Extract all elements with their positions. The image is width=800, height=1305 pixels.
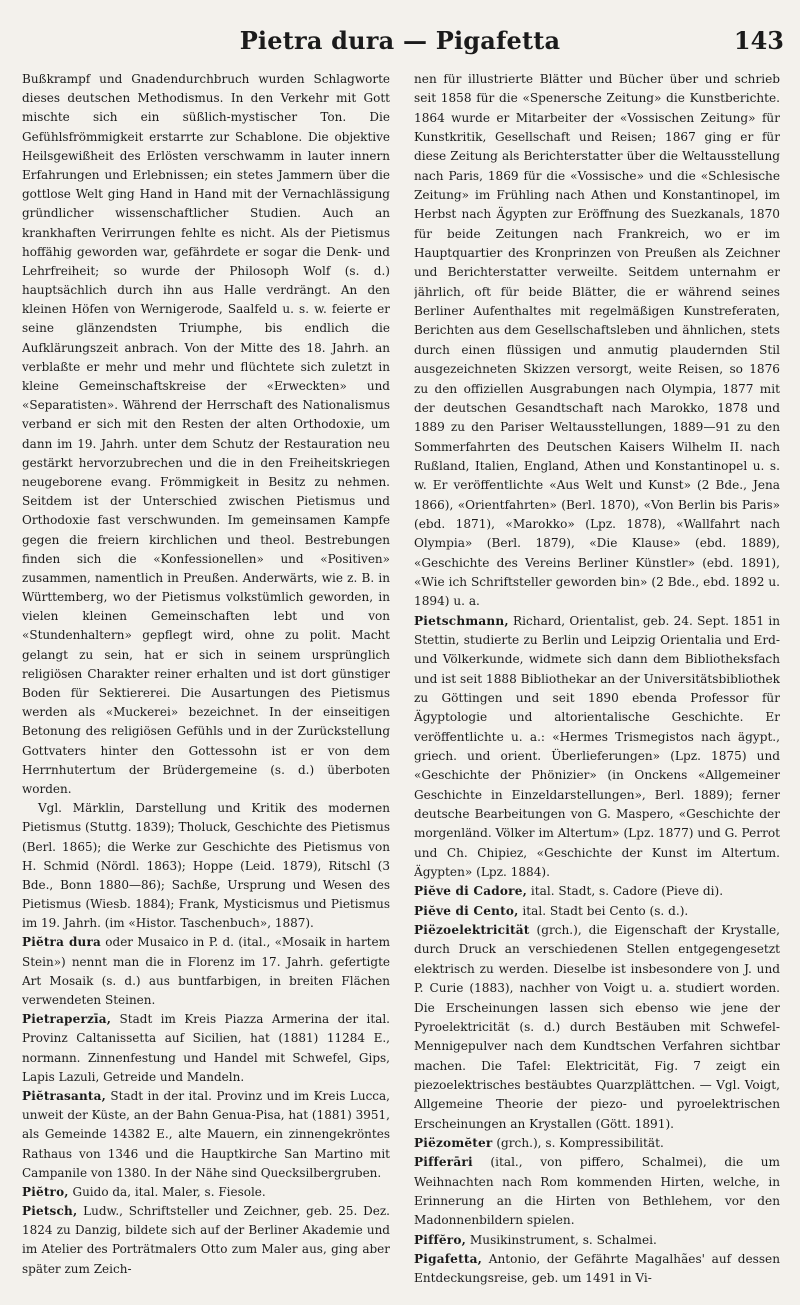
pietsch-continuation: nen für illustrierte Blätter und Bücher über und schrieb seit 1858 für die «Spenersche Zeitung» die Kunstberichte. 1864 wurde er Mitarbeiter der «Vossischen Zeitung» für Kunstkritik, Gesellschaft und Reisen; 1867 ging er für diese Zeitung als Berichterstatter über die Weltausstellung nach Paris, 1869 für die «Vossische» und die «Schlesische Zeitung» im Frühling nach Athen und Konstantinopel, im Herbst nach Ägypten zur Eröffnung des Suezkanals, 1870 für beide Zeitungen nach Frankreich, wo er im Hauptquartier des Kronprinzen von Preußen als Zeichner und Berichterstatter verweilte. Seitdem unternahm er jährlich, oft für beide Blätter, die er während seines Berliner Aufenthaltes mit regelmäßigen Kunstreferaten, Berichten aus dem Gesellschaftsleben und ähnlichen, stets durch einen flüssigen und anmutig plaudernden Stil ausgezeichneten Skizzen versorgt, weite Reisen, so 1876 zu den offiziellen Ausgrabungen nach Olympia, 1877 mit der deutschen Gesandtschaft nach Marokko, 1878 und 1889 zu den Pariser Weltausstellungen, 1889—91 zu den Sommerfahrten des Deutschen Kaisers Wilhelm II. nach Rußland, Italien, England, Athen und Konstantinopel u. s. w. Er veröffentlichte «Aus Welt und Kunst» (2 Bde., Jena 1866), «Orientfahrten» (Berl. 1870), «Von Berlin bis Paris» (ebd. 1871), «Marokko» (Lpz. 1878), «Wallfahrt nach Olympia» (Berl. 1879), «Die Klause» (ebd. 1889), «Geschichte des Vereins Berliner Künstler» (ebd. 1891), «Wie ich Schriftsteller geworden bin» (2 Bde., ebd. 1892 u. 1894) u. a. — [414, 72, 780, 609]
entry-text: ital. Stadt bei Cento (s. d.). — [518, 903, 689, 918]
headword: Pietraperzīa, — [22, 1012, 112, 1027]
entry-text: Ludw., Schriftsteller und Zeichner, geb. 25. Dez. 1824 zu Danzig, bildete sich auf der Berliner Akademie und im Atelier des Porträtmalers Otto zum Maler aus, ging aber später zum Zeich- — [22, 1204, 390, 1276]
left-column — [22, 70, 390, 1297]
headword: Piëzoelektricität — [414, 923, 530, 938]
page-header — [0, 0, 800, 60]
entry-pifferari — [414, 1153, 780, 1230]
entry-pietsch — [22, 1202, 390, 1279]
headword: Pigafetta, — [414, 1251, 483, 1266]
headword: Piĕve di Cento, — [414, 903, 519, 918]
running-title: Pietra dura — Pigafetta — [239, 26, 561, 55]
page-number: 143 — [733, 26, 784, 55]
entry-text: ital. Stadt, s. Cadore (Pieve di). — [527, 884, 724, 899]
entry-text: (grch.), die Eigenschaft der Krystalle, durch Druck an verschiedenen Stellen entgegengesetzt elektrisch zu werden. Dieselbe ist insbesondere von J. und P. Curie (1883), nachher von Voigt u. a. studiert worden. Die Erscheinungen lassen sich ebenso wie jene der Pyroelektricität (s. d.) durch Bestäuben mit Schwefel-Mennigepulver nach dem Kundtschen Verfahren sichtbar machen. Die Tafel: Elektricität, Fig. 7 zeigt ein piezoelektrisches bestäubtes Quarzplättchen. — Vgl. Voigt, Allgemeine Theorie der piezo- und pyroelektrischen Erscheinungen an Krystallen (Gött. 1891). — [414, 923, 780, 1131]
entry-text: Antonio, der Gefährte Magalhães' auf dessen Entdeckungsreise, geb. um 1491 in Vi- — [414, 1251, 780, 1286]
entry-pietro — [22, 1183, 390, 1202]
entry-pietschmann — [414, 612, 780, 883]
headword: Pietschmann, — [414, 613, 509, 628]
entry-text: oder Musaico in P. d. (ital., «Mosaik in hartem Stein») nennt man die in Florenz im 17. Jahrh. gefertigte Art Mosaik (s. d.) aus buntfarbigen, in breiten Flächen verwendeten Steinen. — [22, 935, 390, 1007]
headword: Piĕve di Cadore, — [414, 884, 528, 899]
entry-pietra-dura — [22, 933, 390, 1010]
headword: Piĕtro, — [22, 1184, 69, 1199]
headword: Piĕtra dura — [22, 935, 101, 950]
entry-piffero — [414, 1231, 780, 1250]
entry-text: Guido da, ital. Maler, s. Fiesole. — [68, 1184, 266, 1199]
pietismus-continuation: Bußkrampf und Gnadendurchbruch wurden Schlagworte dieses deutschen Methodismus. In den Verkehr mit Gott mischte sich ein süßlich-mystischer Ton. Die Gefühlsfrömmigkeit erstarrte zur Schablone. Die objektive Heilsgewißheit des Erlösten verschwamm in lauter innern Erfahrungen und Erlebnissen; ein stetes Jammern über die gottlose Welt ging Hand in Hand mit der Vernachlässigung gründlicher wissenschaftlicher Studien. Auch an krankhaften Verirrungen fehlte es nicht. Als der Pietismus hoffähig geworden war, gefährdete er sogar die Denk- und Lehrfreiheit; so wurde der Philosoph Wolf (s. d.) hauptsächlich durch ihn aus Halle verdrängt. An den kleinen Höfen von Wernigerode, Saalfeld u. s. w. feierte er seine glänzendsten Triumphe, bis endlich die Aufklärungszeit anbrach. Von der Mitte des 18. Jahrh. an verblaßte er mehr und mehr und flüchtete sich zuletzt in kleine Gemeinschaftskreise der «Erweckten» und «Separatisten». Während der Herrschaft des Nationalismus verband er sich mit den Resten der alten Orthodoxie, um dann im 19. Jahrh. unter dem Schutz der Restauration neu gestärkt hervorzubrechen und die in den Freiheitskriegen neugeborene evang. Frömmigkeit in Besitz zu nehmen. Seitdem ist der Unterschied zwischen Pietismus und Orthodoxie fast verschwunden. Im gemeinsamen Kampfe gegen die freiern kirchlichen und theol. Bestrebungen finden sich die «Konfessionellen» und «Positiven» zusammen, namentlich in Preußen. Anderwärts, wie z. B. in Württemberg, wo der Pietismus volkstümlich geworden, in vielen kleinen Gemeinschaften lebt und von «Stundenhaltern» gepflegt wird, ohne zu polit. Macht gelangt zu sein, hat er sich in seinem ursprünglich religiösen Charakter reiner erhalten und ist dort günstiger Boden für Sektiererei. Die Ausartungen des Pietismus werden als «Muckerei» bezeichnet. In der einseitigen Betonung des religiösen Gefühls und in der Zurückstellung Gottvaters hinter den Gottessohn ist er von dem Herrnhutertum der Brüdergemeine (s. d.) überboten worden. — [22, 72, 390, 796]
entry-text: Musikinstrument, s. Schalmei. — [466, 1232, 657, 1247]
entry-text: (grch.), s. Kompressibilität. — [492, 1135, 664, 1150]
headword: Piëzomĕter — [414, 1135, 493, 1150]
entry-pigafetta — [414, 1250, 780, 1289]
headword: Pietsch, — [22, 1204, 78, 1219]
headword: Piffĕro, — [414, 1232, 467, 1247]
entry-text: Richard, Orientalist, geb. 24. Sept. 1851 in Stettin, studierte zu Berlin und Leipzig Orientalia und Erd- und Völkerkunde, widmete sich dann dem Bibliotheksfach und ist seit 1888 Bibliothekar an der Universitätsbibliothek zu Göttingen und seit 1890 ebenda Professor für Ägyptologie und altorientalische Geschichte. Er veröffentlichte u. a.: «Hermes Trismegistos nach ägypt., griech. und orient. Überlieferungen» (Lpz. 1875) und «Geschichte der Phönizier» (in Onckens «Allgemeiner Geschichte in Einzeldarstellungen», Berl. 1889); ferner deutsche Bearbeitungen von G. Maspero, «Geschichte der morgenländ. Völker im Altertum» (Lpz. 1877) und G. Perrot und Ch. Chipiez, «Geschichte der Kunst im Altertum. Ägypten» (Lpz. 1884). — [414, 613, 780, 880]
entry-piezometer — [414, 1134, 780, 1153]
entry-pietraperzia — [22, 1010, 390, 1087]
entry-pieve-di-cento — [414, 902, 780, 921]
entry-text: Stadt im Kreis Piazza Armerina der ital. Provinz Caltanissetta auf Sicilien, hat (1881) 11284 E., normann. Zinnenfestung und Handel mit Schwefel, Gips, Lapis Lazuli, Getreide und Mandeln. — [22, 1012, 390, 1084]
entry-pieve-di-cadore — [414, 882, 780, 901]
entry-pietrasanta — [22, 1087, 390, 1183]
headword: Piĕtrasanta, — [22, 1088, 107, 1103]
entry-text: Stadt in der ital. Provinz und im Kreis Lucca, unweit der Küste, an der Bahn Genua-Pisa, hat (1881) 3951, als Gemeinde 14382 E., alte Mauern, ein zinnengekröntes Rathaus von 1346 und die Hauptkirche San Martino mit Campanile von 1380. In der Nähe sind Quecksilbergruben. — [22, 1088, 390, 1180]
entry-text: (ital., von piffero, Schalmei), die um Weihnachten nach Rom kommenden Hirten, welche, in Erinnerung an die Hirten von Bethlehem, vor den Madonnenbildern spielen. — [414, 1155, 780, 1228]
right-column — [414, 70, 780, 1297]
entry-piezoelektricitaet — [414, 921, 780, 1134]
headword: Pifferāri — [414, 1155, 473, 1170]
pietismus-literature: Vgl. Märklin, Darstellung und Kritik des modernen Pietismus (Stuttg. 1839); Tholuck, Geschichte des Pietismus (Berl. 1865); die Werke zur Geschichte des Pietismus von H. Schmid (Nördl. 1863); Hoppe (Leid. 1879), Ritschl (3 Bde., Bonn 1880—86); Sachße, Ursprung und Wesen des Pietismus (Wiesb. 1884); Frank, Mysticismus und Pietismus im 19. Jahrh. (im «Histor. Taschenbuch», 1887). — [22, 801, 390, 931]
